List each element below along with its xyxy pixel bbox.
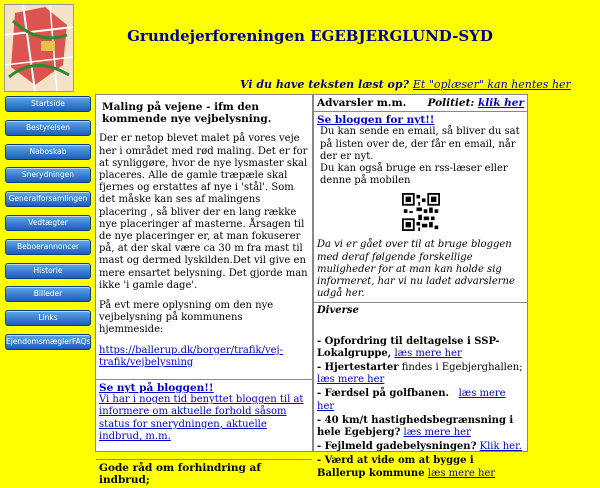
diverse-heading: Diverse [317,305,359,317]
read-more-link[interactable]: læs mere her [317,388,506,412]
item-title: - Opfordring til deltagelse i SSP-Lokalgruppe, [317,335,500,359]
nav-generalforsamlingen[interactable]: Generalforsamlingen [5,191,91,207]
blog-italic-note: Da vi er gået over til at bruge bloggen med deraf følgende forskellige muligheder for at man kan holde sig informeret, har vi nu ladet advarslerne udgå her. [317,239,515,300]
item-title: - Fejlmeld gadebelysningen? [317,441,477,453]
warnings-header-cell [314,95,527,112]
article-title: Maling på vejene - ifm den kommende nye vejbelysning. [102,101,272,126]
reader-link-word: oplæser [433,78,479,91]
article-cell [96,95,312,380]
read-more-link[interactable]: læs mere her [403,427,471,439]
map-image [5,5,73,91]
municipality-link[interactable]: https://ballerup.dk/borger/trafik/vej-trafik/vejbelysning [99,344,284,368]
item-title: - Værd at vide om at bygge i Ballerup kommune [317,455,474,479]
site-title: Grundejerforeningen EGEBJERGLUND-SYD [127,27,493,45]
diverse-item [317,415,524,439]
nav-startside[interactable]: Startside [5,96,91,112]
nav-links[interactable]: Links [5,310,91,326]
advice-cell [96,460,312,488]
nav-ejendomsmaegler-faqs[interactable]: EjendomsmæglerFAQs [5,334,91,350]
right-blog-cell [314,112,527,303]
nav-beboerannoncer[interactable]: Beboerannoncer [5,239,91,255]
main-content [95,94,313,487]
reader-link-prefix: Et " [412,78,434,91]
read-more-link[interactable]: Klik her. [479,441,522,453]
spacer [99,443,309,457]
right-blog-title[interactable]: Se bloggen for nyt!! [317,114,435,127]
article-paragraph-1: Der er netop blevet malet på vores veje her i området med rød maling. Det er for at synliggøre, hvor de nye lysmaster skal placeres. Alle de gamle træpæle skal fjernes og erstattes af nye i 'stål'. Som det måske kan ses af malingens placering , så bliver der en lang række nye placeringer af masterne. Årsagen til de nye placeringer er, at man fokuserer på, at der skal være ca 30 m fra mast til mast og dermed lyskilden.Det vil give en mere ensartet belysning. Det gjorde man ikke 'i gamle dage'. [99,133,308,291]
item-text [449,388,459,399]
nav-snerydningen[interactable]: Snerydningen [5,167,91,183]
read-more-link[interactable]: læs mere her [394,347,462,359]
nav-billeder[interactable]: Billeder [5,286,91,302]
read-aloud-notice [240,78,600,91]
article-paragraph-2: På evt mere oplysning om den nye vejbelysning på kommunens hjemmeside: [99,300,274,336]
warnings-heading: Advarsler m.m. [317,97,407,109]
item-title: - Hjertestarter [317,362,399,374]
read-more-link[interactable]: læs mere her [427,467,496,479]
nav-vedtaegter[interactable]: Vedtægter [5,215,91,231]
qr-code-icon[interactable] [402,193,440,231]
reader-download-link[interactable] [413,78,571,91]
item-text: findes i Egebjerghallen; [398,362,523,374]
diverse-item [317,455,524,479]
nav-bestyrelsen[interactable]: Bestyrelsen [5,120,91,136]
diverse-cell [314,303,527,483]
blog-cell [96,380,312,460]
read-more-link[interactable]: læs mere her [317,374,385,386]
police-text: Politiet: [427,97,475,109]
diverse-item [317,336,524,360]
right-blog-text: Du kan sende en email, så bliver du sat på listen over de, der får en email, når der er nyt. Du kan også bruge en rss-læser eller denne på mobilen [320,126,520,187]
right-sidebar [313,94,528,479]
reader-link-suffix: " kan hentes her [478,78,571,91]
diverse-item [317,441,524,453]
blog-text[interactable]: Vi har i nogen tid benyttet bloggen til at informere om aktuelle forhold såsom status for snerydningen, aktuelle indbrud, m.m. [99,394,304,442]
diverse-item [317,362,524,386]
read-aloud-question: Vi du have teksten læst op? [240,78,410,91]
blog-title[interactable]: Se nyt på bloggen!! [99,382,214,395]
nav-naboskab[interactable]: Naboskab [5,144,91,160]
diverse-item [317,388,524,412]
sidebar-nav [5,96,91,358]
item-title: - 40 km/t hastighedsbegrænsning i hele Egebjerg? [317,414,514,439]
police-label [427,97,524,109]
advice-title: Gode råd om forhindring af indbrud; [99,462,261,487]
nav-historie[interactable]: Historie [5,263,91,279]
item-title: - Færdsel på golfbanen. [317,388,450,400]
police-link[interactable]: klik her [477,97,524,109]
spacer [317,318,524,336]
map-thumbnail [4,4,74,92]
